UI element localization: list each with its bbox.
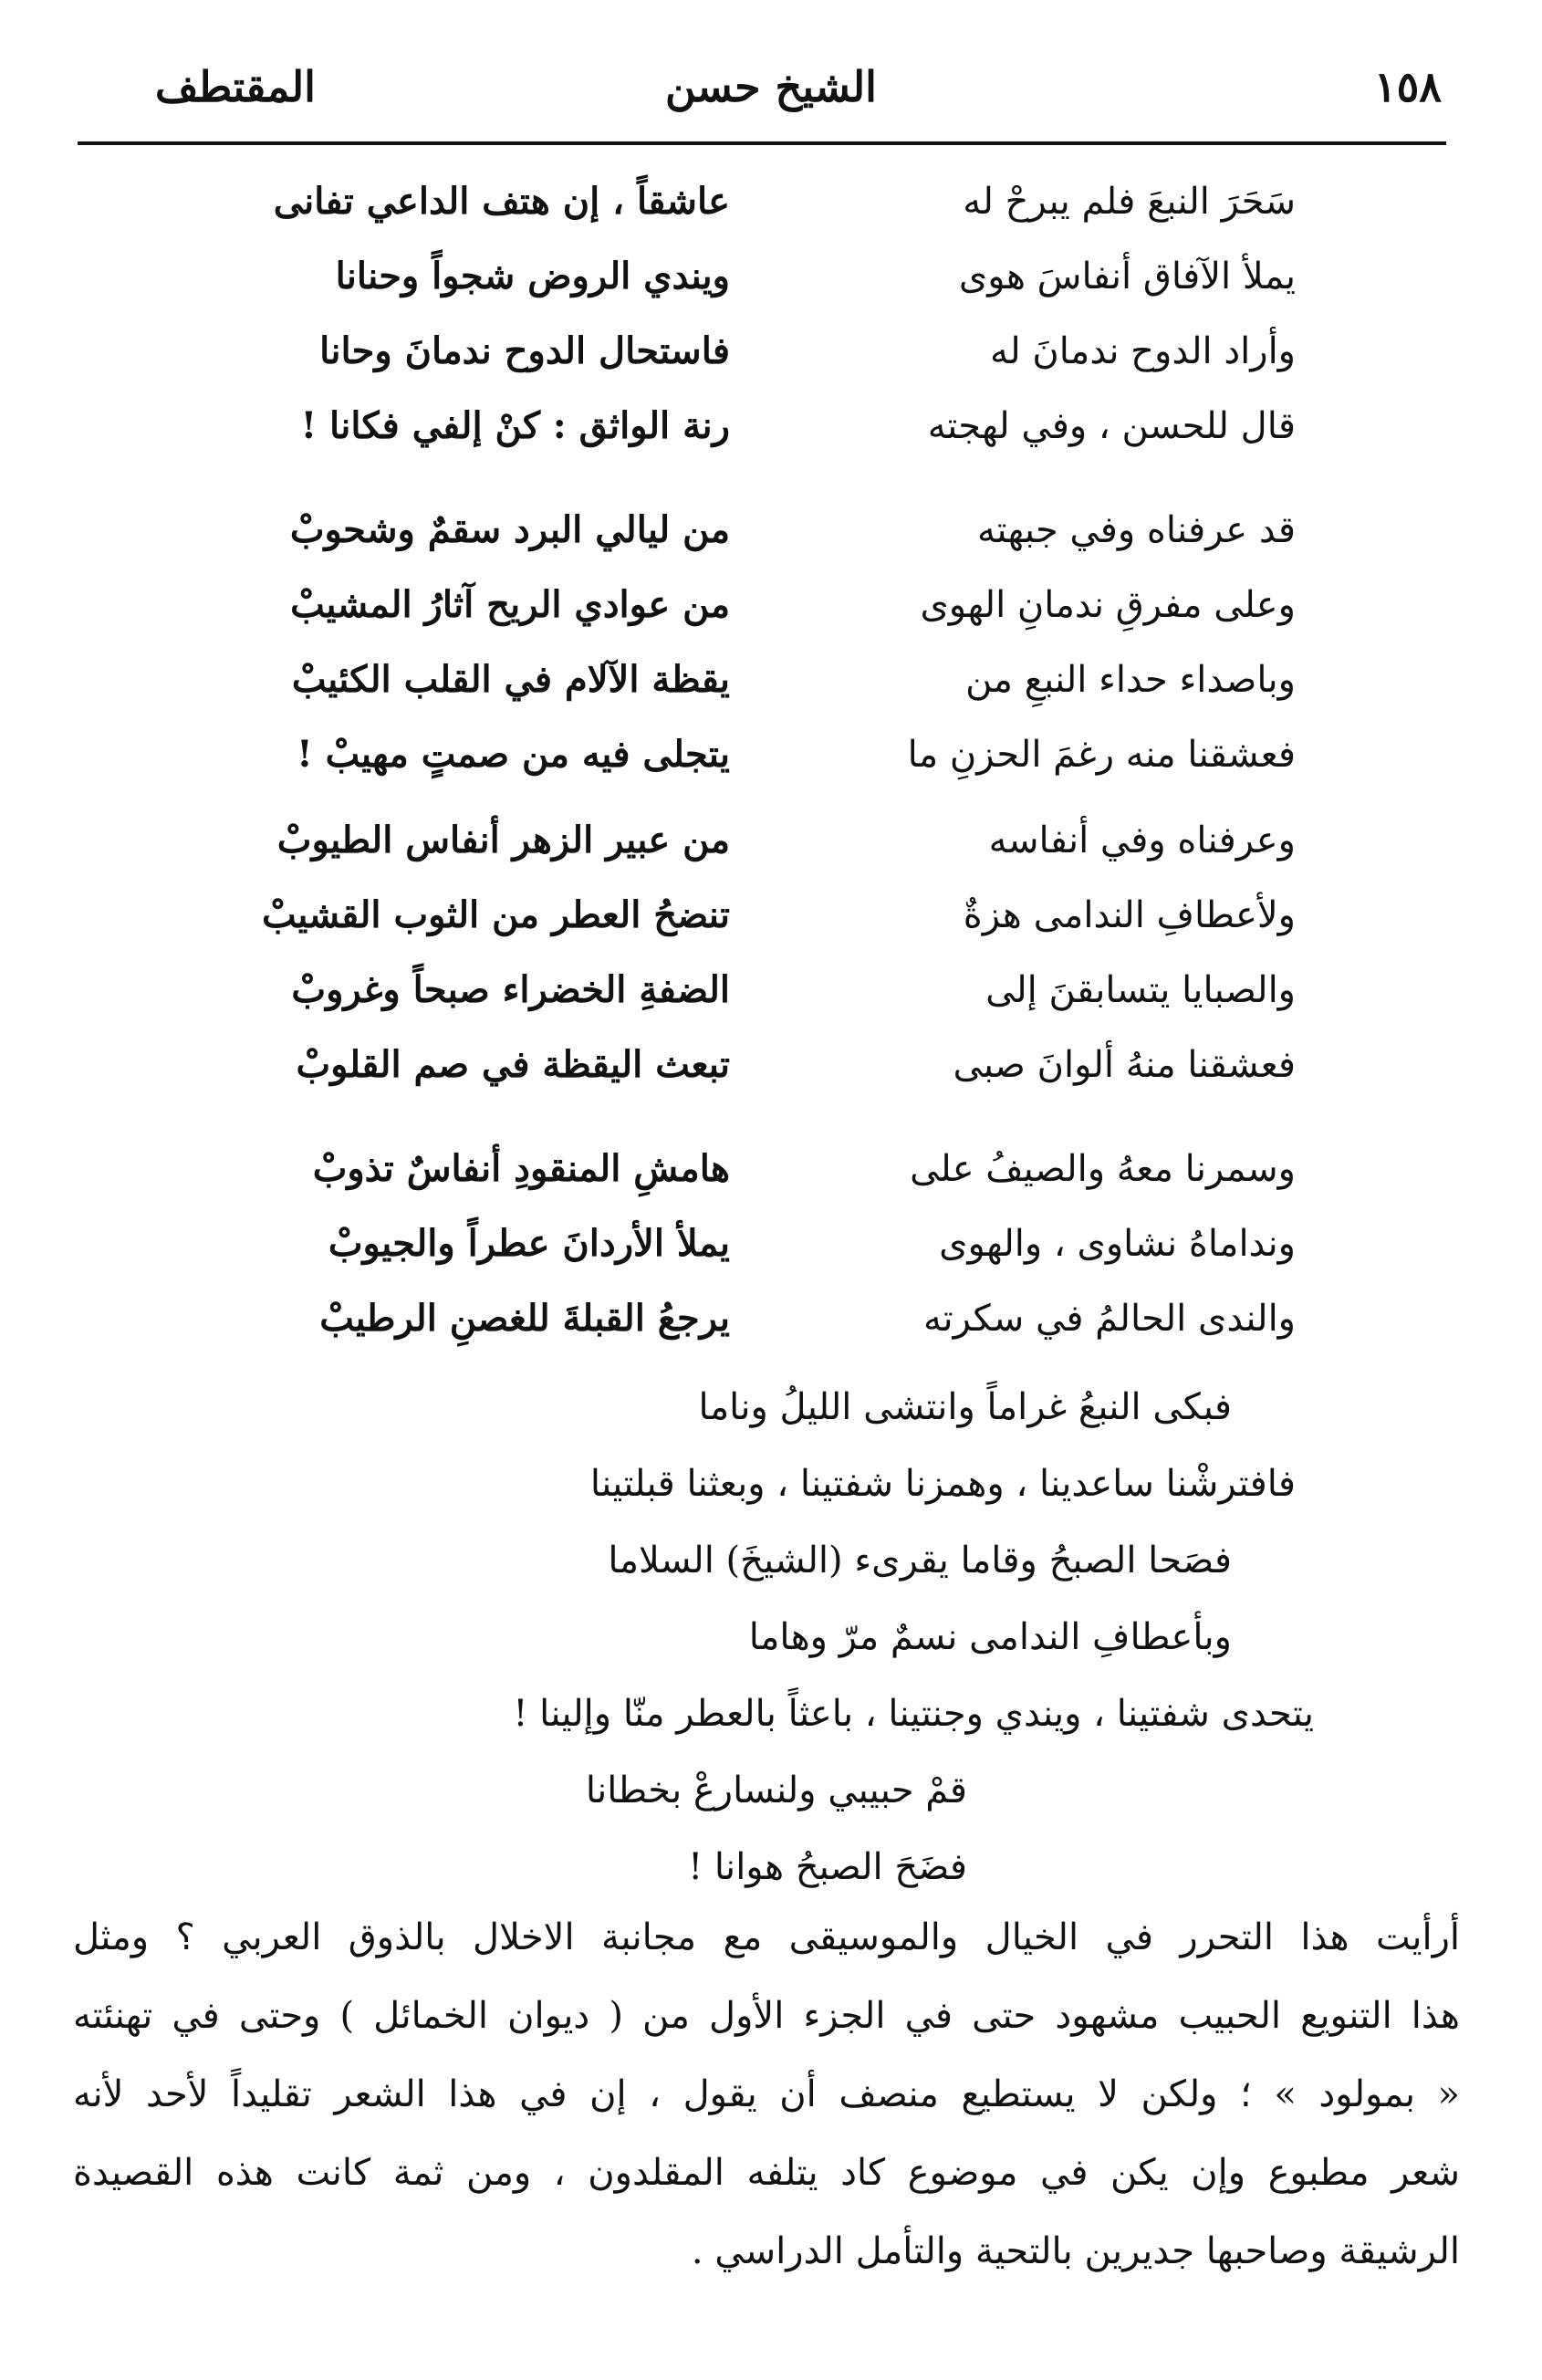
verse-line (201, 642, 1296, 717)
header-rule (78, 141, 1446, 145)
verse-line: قمْ حبيبي ولنسارعْ بخطانا (585, 1769, 967, 1811)
prose-line: « بمولود » ؛ ولكن لا يستطيع منصف أن يقول ، إن في هذا الشعر تقليداً لأحد لأنه (73, 2073, 1460, 2115)
verse-line: فافترشْنا ساعدينا ، وهمزنا شفتينا ، وبعثنا قبلتينا (589, 1463, 1296, 1505)
poem-stanza (201, 1132, 1296, 1356)
verse-first-hemistich: فعشقنا منهُ ألوانَ صبى (953, 1044, 1296, 1086)
verse-second-hemistich: يقظة الآلام في القلب الكئيبْ (291, 658, 730, 701)
verse-line (201, 953, 1296, 1028)
verse-line (201, 239, 1296, 314)
poem-stanza (201, 803, 1296, 1102)
verse-line (201, 314, 1296, 389)
verse-line (201, 1206, 1296, 1281)
verse-line: وبأعطافِ الندامى نسمٌ مرّ وهاما (748, 1616, 1232, 1658)
verse-line (201, 568, 1296, 642)
verse-second-hemistich: تنضحُ العطر من الثوب القشيبْ (261, 893, 730, 936)
verse-first-hemistich: وعرفناه وفي أنفاسه (988, 819, 1296, 861)
verse-first-hemistich: فعشقنا منه رغمَ الحزنِ ما (907, 734, 1296, 776)
page-title: الشيخ حسن (665, 62, 877, 111)
verse-first-hemistich: ونداماهُ نشاوى ، والهوى (939, 1223, 1296, 1265)
verse-first-hemistich: سَحَرَ النبعَ فلم يبرحْ له (963, 181, 1296, 223)
prose-line: هذا التنويع الحبيب مشهود حتى في الجزء الأول من ( ديوان الخمائل ) وحتى في تهنئته (73, 1995, 1460, 2037)
verse-line (201, 878, 1296, 953)
verse-line (201, 164, 1296, 239)
verse-second-hemistich: عاشقاً ، إن هتف الداعي تفانى (273, 180, 730, 223)
page-number: ١٥٨ (1373, 62, 1442, 111)
verse-line: فصَحا الصبحُ وقاما يقرىء (الشيخَ) السلاما (608, 1540, 1232, 1581)
verse-first-hemistich: وعلى مفرقِ ندمانِ الهوى (920, 584, 1296, 626)
verse-second-hemistich: يرجعُ القبلةَ للغصنِ الرطيبْ (319, 1297, 730, 1340)
verse-first-hemistich: وباصداء حداء النبعِ من (965, 659, 1296, 701)
verse-first-hemistich: والصبايا يتسابقنَ إلى (985, 969, 1296, 1011)
verse-first-hemistich: قال للحسن ، وفي لهجته (927, 405, 1296, 447)
commentary-paragraph (73, 1898, 1460, 2291)
verse-first-hemistich: قد عرفناه وفي جبهته (976, 509, 1296, 551)
verse-second-hemistich: من ليالي البرد سقمٌ وشحوبْ (289, 508, 730, 551)
prose-line: أرأيت هذا التحرر في الخيال والموسيقى مع مجانبة الاخلال بالذوق العربي ؟ ومثل (73, 1916, 1460, 1958)
verse-second-hemistich: تبعث اليقظة في صم القلوبْ (296, 1043, 730, 1086)
verse-line (201, 1132, 1296, 1206)
poem-closing-couplet (511, 1752, 967, 1905)
verse-second-hemistich: رنة الواثق : كنْ إلفي فكانا ! (300, 404, 730, 447)
verse-second-hemistich: من عوادي الريح آثارُ المشيبْ (290, 583, 730, 626)
verse-second-hemistich: الضفةِ الخضراء صبحاً وغروبْ (291, 968, 730, 1011)
verse-first-hemistich: والندى الحالمُ في سكرته (923, 1298, 1296, 1340)
verse-line (201, 1281, 1296, 1356)
verse-line: فبكى النبعُ غراماً وانتشى الليلُ وناما (698, 1386, 1232, 1428)
prose-line: شعر مطبوع وإن يكن في موضوع كاد يتلفه المقلدون ، ومن ثمة كانت هذه القصيدة (73, 2152, 1460, 2194)
verse-line (201, 493, 1296, 568)
running-head-magazine: المقتطف (155, 62, 316, 111)
verse-line (201, 389, 1296, 464)
verse-first-hemistich: ولأعطافِ الندامى هزةٌ (963, 894, 1296, 936)
verse-second-hemistich: يملأ الأردانَ عطراً والجيوبْ (328, 1222, 730, 1265)
poem-free-verse-block (201, 1369, 1314, 1752)
prose-line: الرشيقة وصاحبها جديرين بالتحية والتأمل الدراسي . (691, 2230, 1460, 2272)
verse-first-hemistich: يملأ الآفاق أنفاسَ هوى (958, 256, 1296, 298)
verse-first-hemistich: وأراد الدوح ندمانَ له (990, 330, 1296, 372)
verse-first-hemistich: وسمرنا معهُ والصيفُ على (910, 1148, 1296, 1190)
verse-line (201, 717, 1296, 792)
verse-second-hemistich: يتجلى فيه من صمتٍ مهيبْ ! (297, 733, 730, 776)
verse-line (201, 1028, 1296, 1102)
verse-line: يتحدى شفتينا ، ويندي وجنتينا ، باعثاً بالعطر منّا وإلينا ! (513, 1693, 1314, 1735)
verse-line (201, 803, 1296, 878)
verse-second-hemistich: ويندي الروض شجواً وحنانا (335, 255, 730, 298)
verse-line: فضَحَ الصبحُ هوانا ! (688, 1846, 967, 1888)
verse-second-hemistich: هامشِ المنقودِ أنفاسٌ تذوبْ (312, 1147, 730, 1190)
verse-second-hemistich: فاستحال الدوح ندمانَ وحانا (319, 329, 730, 372)
poem-stanza (201, 493, 1296, 792)
poem-stanza (201, 164, 1296, 464)
verse-second-hemistich: من عبير الزهر أنفاس الطيوبْ (276, 819, 730, 861)
